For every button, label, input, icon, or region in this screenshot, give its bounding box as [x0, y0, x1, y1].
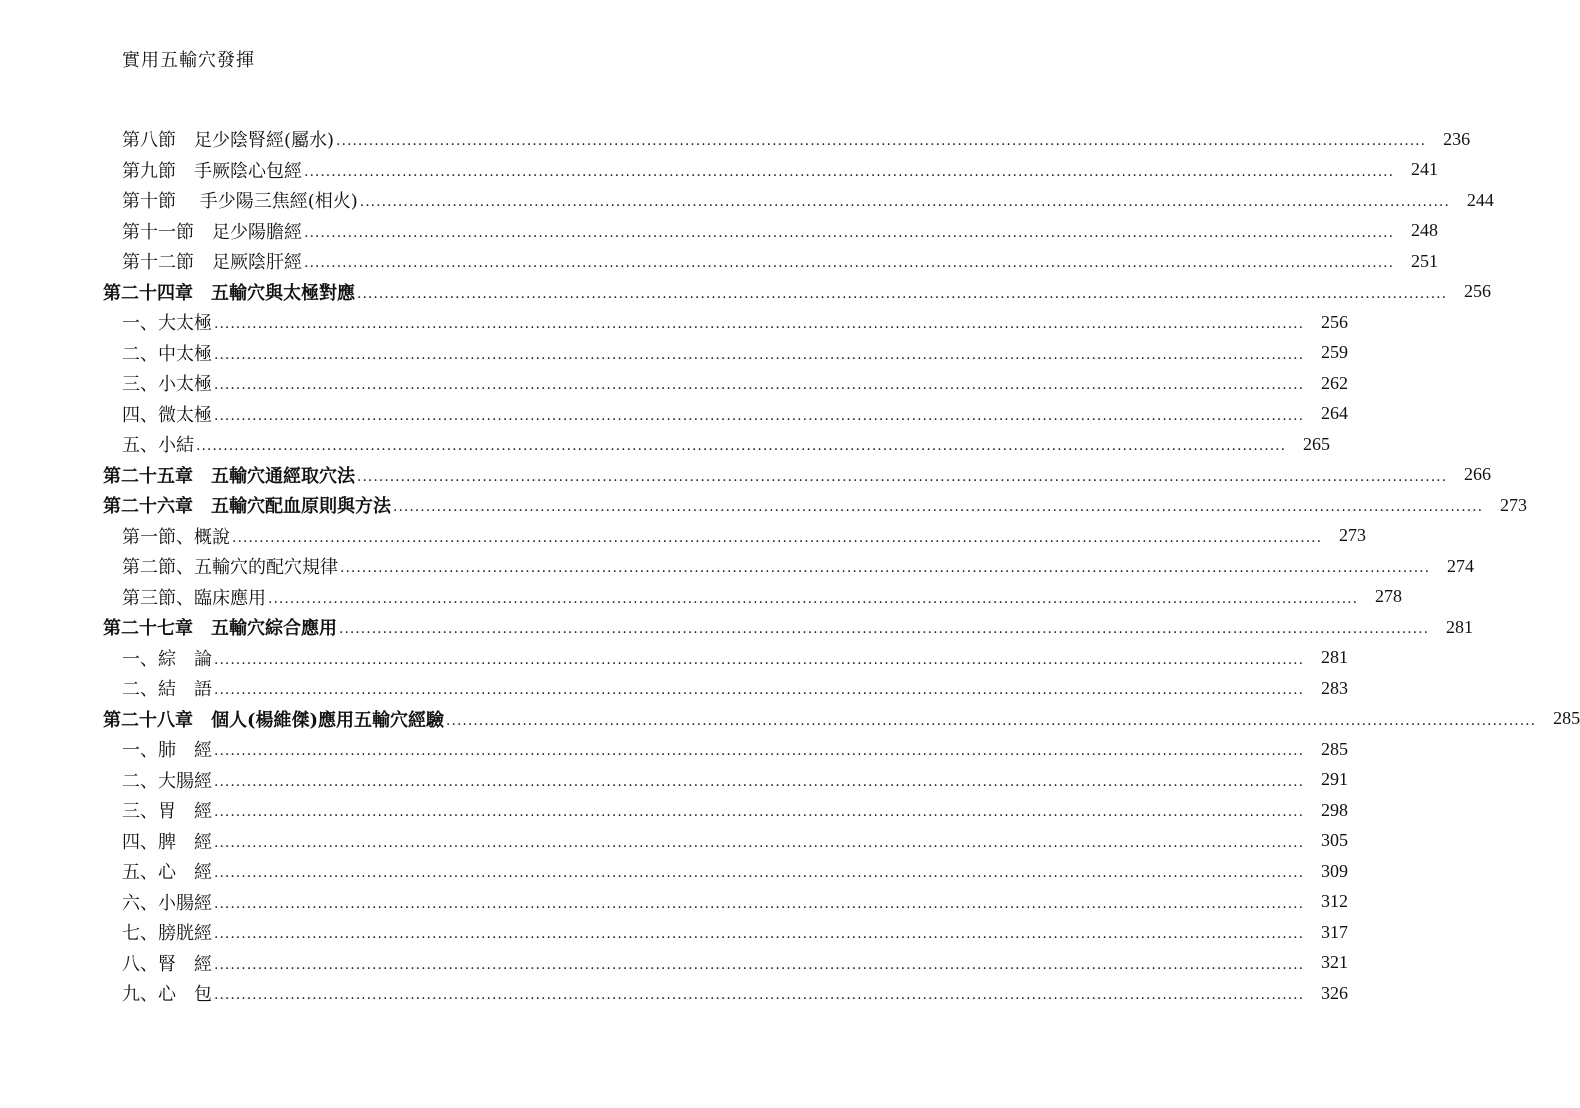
toc-section-entry — [0, 765, 1349, 796]
dot-leader: ........................................................................................................................................................................................................ — [268, 590, 1359, 607]
toc-entry-page-number: 305 — [1321, 830, 1349, 851]
toc-entry-title: 第二十四章 五輸穴與太極對應 — [103, 282, 355, 304]
toc-entry-title: 二、中太極 — [122, 343, 212, 365]
toc-section-entry — [0, 917, 1349, 948]
toc-entry-title: 四、脾 經 — [122, 831, 212, 853]
toc-entry-page-number: 256 — [1321, 311, 1349, 332]
dot-leader: ........................................................................................................................................................................................................ — [214, 377, 1305, 394]
toc-entry-title: 六、小腸經 — [122, 892, 212, 914]
toc-entry-page-number: 265 — [1303, 433, 1331, 454]
toc-entry-title: 八、腎 經 — [122, 953, 212, 975]
toc-entry-title: 第十一節 足少陽膽經 — [122, 221, 302, 243]
toc-entry-title: 第八節 足少陰腎經(屬水) — [122, 130, 335, 152]
toc-entry-page-number: 241 — [1411, 159, 1439, 180]
toc-chapter-entry — [0, 460, 1492, 491]
table-of-contents — [0, 124, 1580, 1009]
toc-entry-page-number: 326 — [1321, 982, 1349, 1003]
toc-entry-title: 五、小結 — [122, 435, 194, 457]
toc-section-entry — [0, 246, 1439, 277]
toc-entry-title: 五、心 經 — [122, 862, 212, 884]
toc-entry-page-number: 262 — [1321, 372, 1349, 393]
toc-entry-page-number: 317 — [1321, 921, 1349, 942]
toc-entry-title: 九、心 包 — [122, 984, 212, 1006]
toc-entry-title: 第二十八章 個人(楊維傑)應用五輸穴經驗 — [103, 709, 445, 731]
toc-section-entry — [0, 307, 1349, 338]
toc-entry-page-number: 309 — [1321, 860, 1349, 881]
toc-entry-page-number: 278 — [1375, 586, 1403, 607]
toc-section-entry — [0, 185, 1494, 216]
toc-entry-title: 第一節、概說 — [122, 526, 230, 548]
toc-section-entry — [0, 551, 1475, 582]
dot-leader: ........................................................................................................................................................................................................ — [304, 163, 1395, 180]
dot-leader: ........................................................................................................................................................................................................ — [214, 834, 1305, 851]
toc-chapter-entry — [0, 490, 1528, 521]
toc-entry-page-number: 281 — [1446, 616, 1474, 637]
dot-leader: ........................................................................................................................................................................................................ — [214, 407, 1305, 424]
toc-entry-title: 第九節 手厥陰心包經 — [122, 160, 302, 182]
toc-section-entry — [0, 521, 1367, 552]
toc-section-entry — [0, 338, 1349, 369]
toc-entry-page-number: 248 — [1411, 220, 1439, 241]
toc-section-entry — [0, 643, 1349, 674]
running-head: 實用五輸穴發揮 — [122, 50, 255, 71]
toc-section-entry — [0, 887, 1349, 918]
toc-entry-page-number: 273 — [1500, 494, 1528, 515]
toc-section-entry — [0, 734, 1349, 765]
toc-chapter-entry — [0, 612, 1474, 643]
toc-entry-title: 一、綜 論 — [122, 648, 212, 670]
toc-entry-page-number: 298 — [1321, 799, 1349, 820]
toc-section-entry — [0, 429, 1331, 460]
toc-section-entry — [0, 826, 1349, 857]
toc-section-entry — [0, 582, 1403, 613]
toc-section-entry — [0, 673, 1349, 704]
toc-entry-page-number: 321 — [1321, 952, 1349, 973]
toc-entry-title: 一、大太極 — [122, 313, 212, 335]
dot-leader: ........................................................................................................................................................................................................ — [446, 712, 1537, 729]
toc-chapter-entry — [0, 704, 1580, 735]
dot-leader: ........................................................................................................................................................................................................ — [214, 956, 1305, 973]
dot-leader: ........................................................................................................................................................................................................ — [214, 773, 1305, 790]
dot-leader: ........................................................................................................................................................................................................ — [304, 255, 1395, 272]
dot-leader: ........................................................................................................................................................................................................ — [359, 194, 1450, 211]
toc-entry-title: 二、結 語 — [122, 679, 212, 701]
toc-entry-page-number: 273 — [1339, 525, 1367, 546]
toc-entry-title: 七、膀胱經 — [122, 923, 212, 945]
toc-entry-title: 一、肺 經 — [122, 740, 212, 762]
toc-entry-page-number: 236 — [1443, 128, 1471, 149]
dot-leader: ........................................................................................................................................................................................................ — [357, 468, 1448, 485]
toc-entry-title: 第二十五章 五輸穴通經取穴法 — [103, 465, 355, 487]
toc-section-entry — [0, 399, 1349, 430]
toc-entry-title: 四、微太極 — [122, 404, 212, 426]
dot-leader: ........................................................................................................................................................................................................ — [304, 224, 1395, 241]
toc-entry-title: 三、小太極 — [122, 374, 212, 396]
dot-leader: ........................................................................................................................................................................................................ — [214, 682, 1305, 699]
toc-entry-title: 二、大腸經 — [122, 770, 212, 792]
toc-entry-title: 第三節、臨床應用 — [122, 587, 266, 609]
toc-section-entry — [0, 948, 1349, 979]
toc-chapter-entry — [0, 277, 1492, 308]
toc-entry-title: 第十二節 足厥陰肝經 — [122, 252, 302, 274]
toc-entry-page-number: 312 — [1321, 891, 1349, 912]
dot-leader: ........................................................................................................................................................................................................ — [357, 285, 1448, 302]
toc-entry-page-number: 264 — [1321, 403, 1349, 424]
toc-entry-page-number: 266 — [1464, 464, 1492, 485]
toc-entry-page-number: 244 — [1466, 189, 1494, 210]
toc-section-entry — [0, 368, 1349, 399]
toc-section-entry — [0, 124, 1471, 155]
toc-entry-page-number: 259 — [1321, 342, 1349, 363]
toc-entry-title: 第二節、五輸穴的配穴規律 — [122, 557, 338, 579]
toc-entry-page-number: 285 — [1321, 738, 1349, 759]
toc-entry-title: 三、胃 經 — [122, 801, 212, 823]
toc-section-entry — [0, 216, 1439, 247]
toc-entry-page-number: 274 — [1447, 555, 1475, 576]
toc-section-entry — [0, 155, 1439, 186]
toc-entry-page-number: 281 — [1321, 647, 1349, 668]
dot-leader: ........................................................................................................................................................................................................ — [232, 529, 1323, 546]
dot-leader: ........................................................................................................................................................................................................ — [214, 316, 1305, 333]
dot-leader: ........................................................................................................................................................................................................ — [196, 438, 1287, 455]
toc-entry-page-number: 291 — [1321, 769, 1349, 790]
toc-entry-page-number: 285 — [1553, 708, 1580, 729]
dot-leader: ........................................................................................................................................................................................................ — [214, 346, 1305, 363]
toc-section-entry — [0, 856, 1349, 887]
toc-entry-title: 第二十七章 五輸穴綜合應用 — [103, 618, 337, 640]
toc-entry-title: 第二十六章 五輸穴配血原則與方法 — [103, 496, 391, 518]
toc-section-entry — [0, 978, 1349, 1009]
dot-leader: ........................................................................................................................................................................................................ — [214, 987, 1305, 1004]
dot-leader: ........................................................................................................................................................................................................ — [336, 133, 1427, 150]
toc-section-entry — [0, 795, 1349, 826]
dot-leader: ........................................................................................................................................................................................................ — [214, 651, 1305, 668]
toc-entry-page-number: 283 — [1321, 677, 1349, 698]
toc-entry-page-number: 251 — [1411, 250, 1439, 271]
dot-leader: ........................................................................................................................................................................................................ — [393, 499, 1484, 516]
dot-leader: ........................................................................................................................................................................................................ — [214, 865, 1305, 882]
dot-leader: ........................................................................................................................................................................................................ — [214, 926, 1305, 943]
dot-leader: ........................................................................................................................................................................................................ — [214, 895, 1305, 912]
dot-leader: ........................................................................................................................................................................................................ — [214, 743, 1305, 760]
dot-leader: ........................................................................................................................................................................................................ — [339, 621, 1430, 638]
toc-entry-title: 第十節 手少陽三焦經(相火) — [122, 191, 358, 213]
dot-leader: ........................................................................................................................................................................................................ — [340, 560, 1431, 577]
toc-entry-page-number: 256 — [1464, 281, 1492, 302]
dot-leader: ........................................................................................................................................................................................................ — [214, 804, 1305, 821]
